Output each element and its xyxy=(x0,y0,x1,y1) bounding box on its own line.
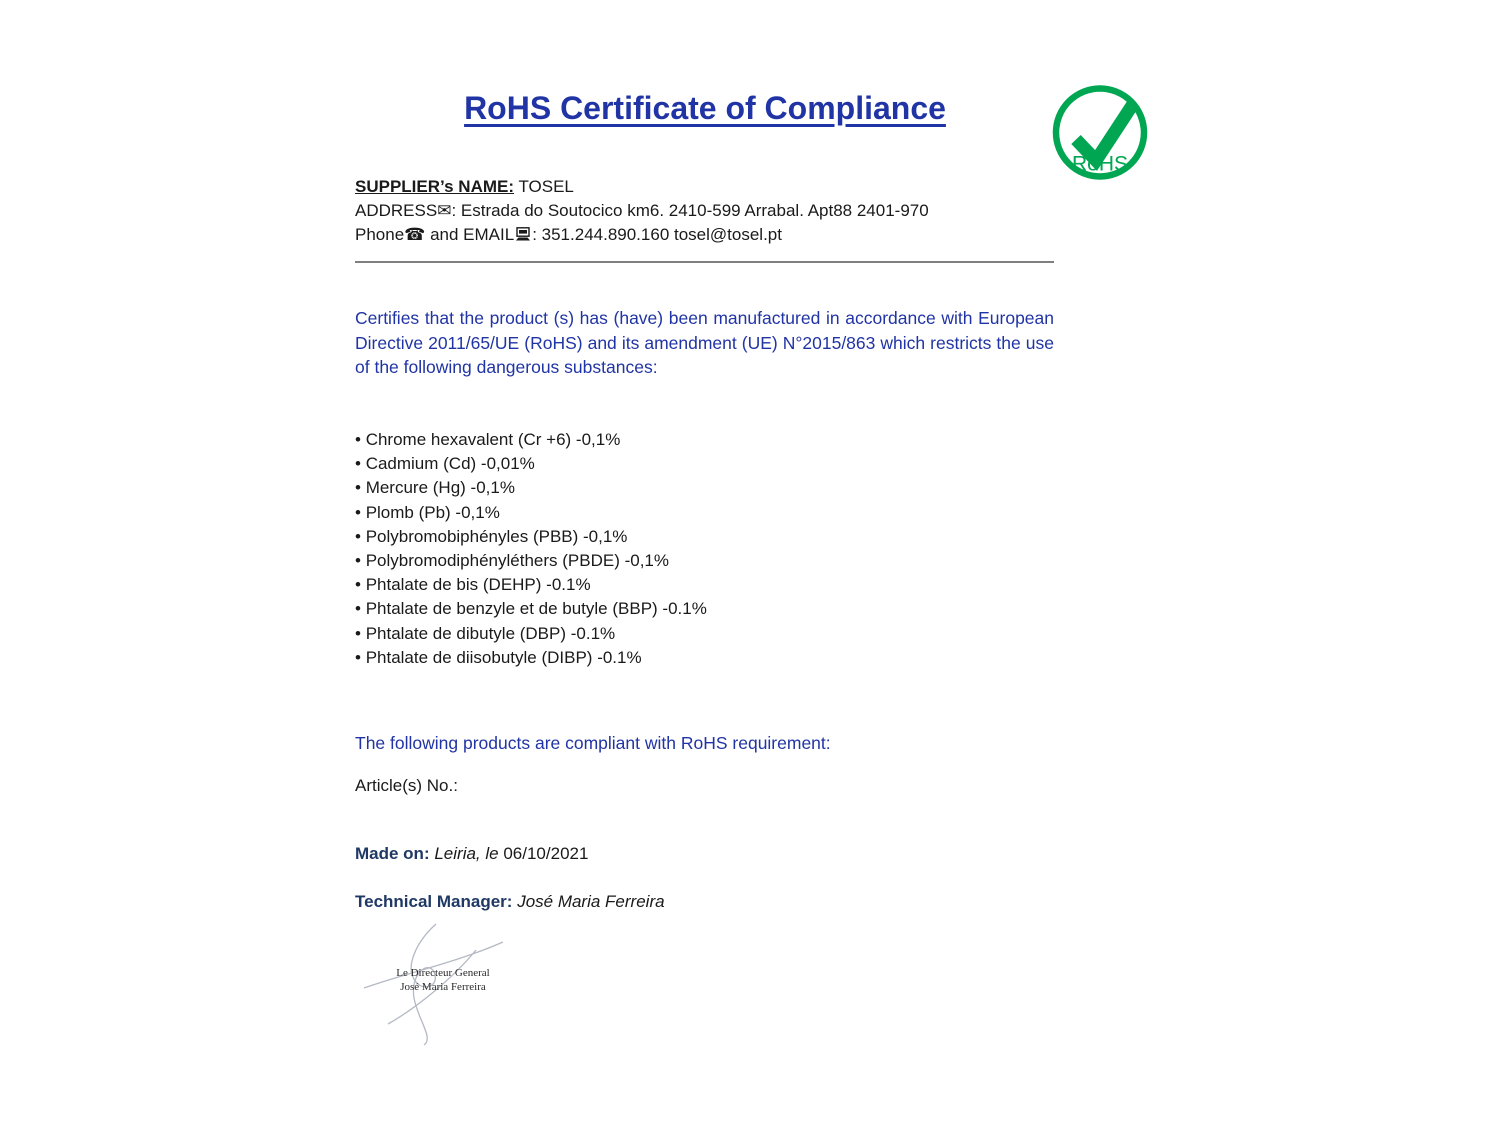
page-title: RoHS Certificate of Compliance xyxy=(464,90,946,126)
made-on-label: Made on: xyxy=(355,844,430,863)
substance-item: • Cadmium (Cd) -0,01% xyxy=(355,452,1054,476)
signature-name: José Maria Ferreira xyxy=(400,981,486,993)
substance-item: • Plomb (Pb) -0,1% xyxy=(355,501,1054,525)
substance-item: • Polybromodiphényléthers (PBDE) -0,1% xyxy=(355,549,1054,573)
made-on-place: Leiria, le xyxy=(434,844,499,863)
address-value: : Estrada do Soutocico km6. 2410-599 Arrabal. Apt88 2401-970 xyxy=(451,201,929,220)
technical-manager-value: José Maria Ferreira xyxy=(517,892,665,911)
envelope-icon: ✉ xyxy=(437,201,452,220)
technical-manager-label: Technical Manager: xyxy=(355,892,513,911)
rohs-check-icon xyxy=(1050,82,1150,187)
computer-icon xyxy=(515,227,531,242)
supplier-address-line xyxy=(355,199,1055,223)
signature-title: Le Directeur General xyxy=(396,967,490,979)
certification-paragraph: Certifies that the product (s) has (have) been manufactured in accordance with European Directive 2011/65/UE (RoHS) and its amendment (UE) N°2015/863 which restricts the use of the following dangerous substances: xyxy=(355,308,1054,377)
substance-item: • Phtalate de benzyle et de butyle (BBP) -0.1% xyxy=(355,597,1054,621)
substance-item: • Phtalate de diisobutyle (DIBP) -0.1% xyxy=(355,646,1054,670)
supplier-contact-line xyxy=(355,223,1055,247)
substance-item: • Phtalate de dibutyle (DBP) -0.1% xyxy=(355,622,1054,646)
substances-list xyxy=(355,428,1054,670)
compliance-statement: The following products are compliant with RoHS requirement: xyxy=(355,733,831,753)
substance-item: • Phtalate de bis (DEHP) -0.1% xyxy=(355,573,1054,597)
supplier-name-label: SUPPLIER’s NAME: xyxy=(355,177,515,196)
signature xyxy=(358,922,518,1052)
substance-item: • Polybromobiphényles (PBB) -0,1% xyxy=(355,525,1054,549)
supplier-block xyxy=(355,175,1055,247)
and-email-label: and EMAIL xyxy=(430,225,515,244)
article-number-line: Article(s) No.: xyxy=(355,776,458,795)
signature-text xyxy=(378,966,508,994)
substance-item: • Chrome hexavalent (Cr +6) -0,1% xyxy=(355,428,1054,452)
substance-item: • Mercure (Hg) -0,1% xyxy=(355,476,1054,500)
supplier-name-line xyxy=(355,175,1055,199)
supplier-name-value: TOSEL xyxy=(518,177,574,196)
contact-value: : 351.244.890.160 tosel@tosel.pt xyxy=(532,225,782,244)
phone-label: Phone xyxy=(355,225,405,244)
technical-manager-line xyxy=(355,892,1054,912)
rohs-logo xyxy=(1050,82,1150,187)
made-on-date: 06/10/2021 xyxy=(503,844,589,863)
made-on-line xyxy=(355,844,1054,864)
phone-icon: ☎ xyxy=(404,225,426,244)
address-label: ADDRESS xyxy=(355,201,438,220)
rohs-label: RoHS xyxy=(1071,152,1129,176)
divider xyxy=(355,261,1054,263)
